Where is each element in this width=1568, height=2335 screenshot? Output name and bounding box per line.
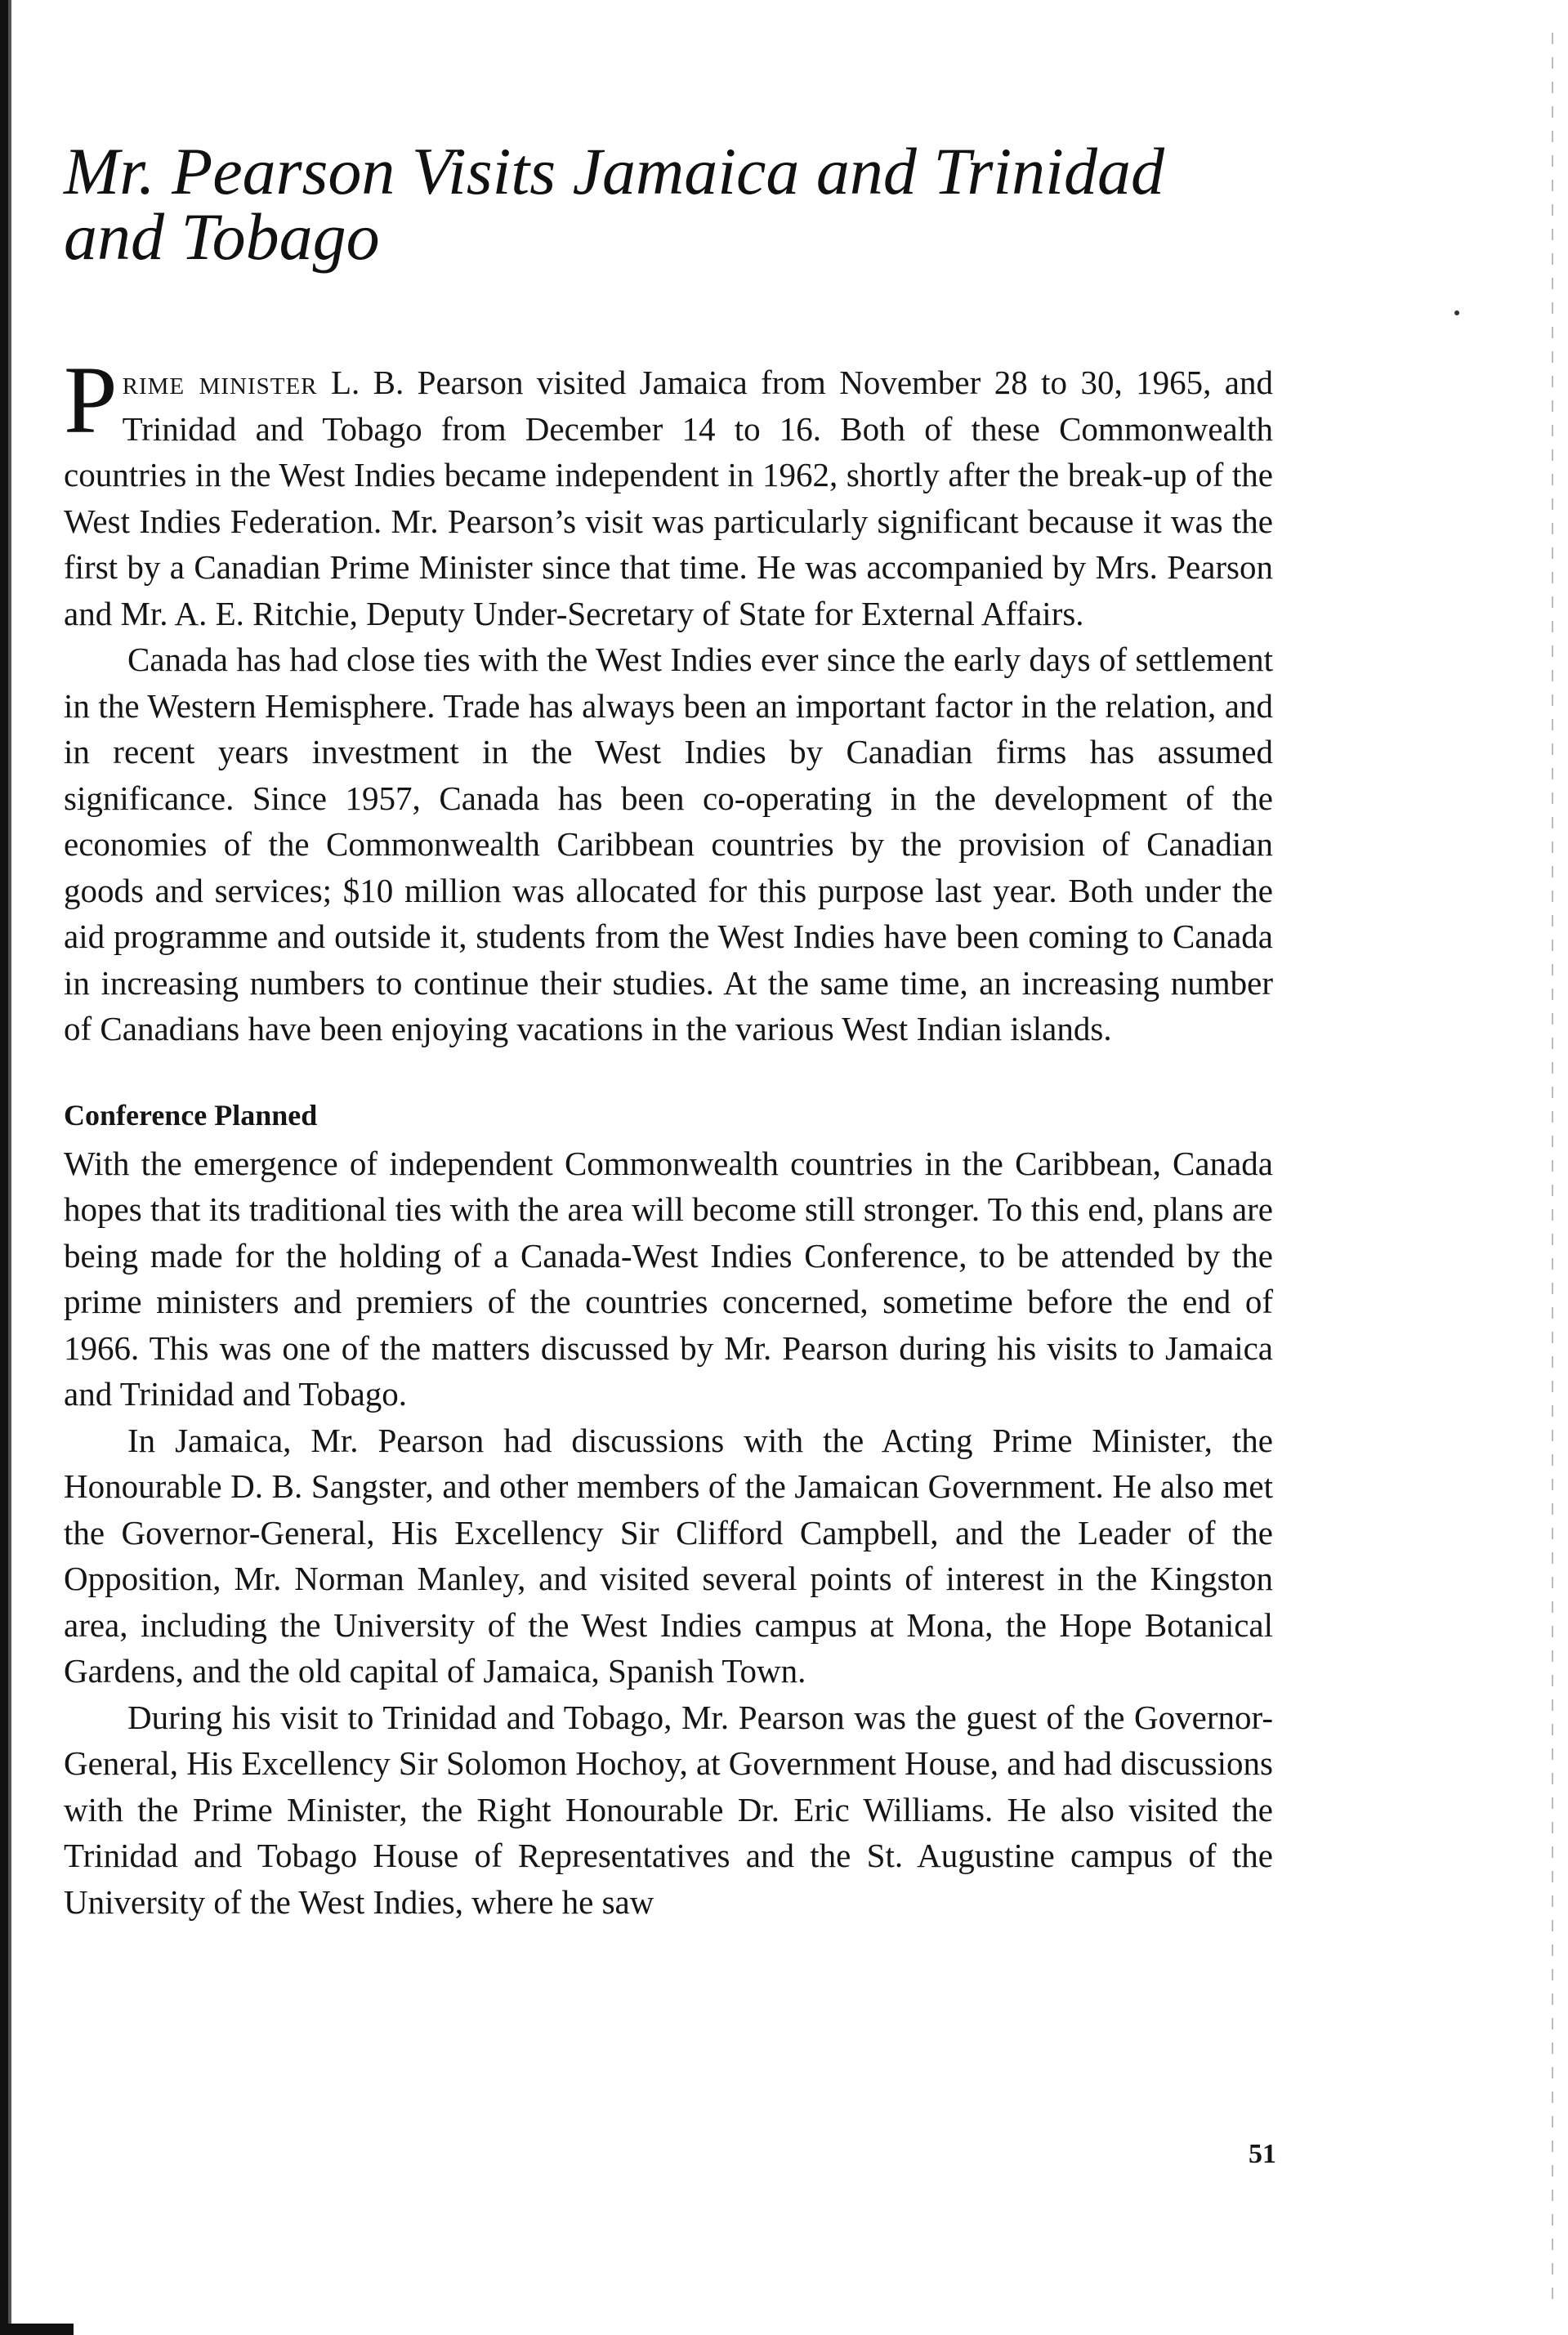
article-title: Mr. Pearson Visits Jamaica and Trinidad and Tobago [64, 134, 1164, 274]
paragraph-jamaica: In Jamaica, Mr. Pearson had discussions with the Acting Prime Minister, the Honourable D. B. Sangster, and other members of the Jamaican Government. He also met the Governor-General, His Excellency Sir Clifford Campbell, and the Leader of the Opposition, Mr. Norman Manley, and visited several points of interest in the Kingston area, including the University of the West Indies campus at Mona, the Hope Botanical Gardens, and the old capital of Jamaica, Spanish Town. [64, 1421, 1273, 1690]
intro-paragraph [64, 346, 1273, 636]
scan-edge-bottom [0, 2324, 74, 2335]
paragraph-conference: With the emergence of independent Commonwealth countries in the Caribbean, Canada hopes that its traditional ties with the area will become still stronger. To this end, plans are being made for the holding of a Canada-West Indies Conference, to be attended by the prime ministers and premiers of the countries concerned, sometime before the end of 1966. This was one of the matters discussed by Mr. Pearson during his visits to Jamaica and Trinidad and Tobago. [64, 1144, 1273, 1413]
scan-speck [1454, 310, 1459, 315]
scan-edge-left [0, 0, 8, 2335]
paragraph-trinidad: During his visit to Trinidad and Tobago, Mr. Pearson was the guest of the Governor-General, His Excellency Sir Solomon Hochoy, at Government House, and had discussions with the Prime Minister, the Right Honourable Dr. Eric Williams. He also visited the Trinidad and Tobago House of Representatives and the St. Augustine campus of the University of the West Indies, where he saw [64, 1698, 1273, 1921]
section-heading: Conference Planned [64, 1098, 318, 1132]
drop-cap: P [64, 346, 118, 453]
article-page [64, 134, 1273, 1925]
scan-edge-right [1552, 33, 1553, 2304]
intro-text: L. B. Pearson visited Jamaica from November 28 to 30, 1965, and Trinidad and Tobago from December 14 to 16. Both of these Commonwealth countries in the West Indies became independent in 1962, shortly after the break-up of the West Indies Federation. Mr. Pearson’s visit was particularly significant because it was the first by a Canadian Prime Minister since that time. He was accompanied by Mrs. Pearson and Mr. A. E. Ritchie, Deputy Under-Secretary of State for External Affairs. [64, 364, 1273, 632]
scan-edge-shadow [8, 0, 11, 2335]
page-number: 51 [1249, 2139, 1276, 2169]
intro-smallcaps: rime minister [122, 364, 318, 401]
paragraph-trade-ties: Canada has had close ties with the West Indies ever since the early days of settlement in the Western Hemisphere. Trade has always been an important factor in the relation, and in recent years investment in the West Indies by Canadian firms has assumed significance. Since 1957, Canada has been co-operating in the development of the economies of the Commonwealth Caribbean countries by the provision of Canadian goods and services; $10 million was allocated for this purpose last year. Both under the aid programme and outside it, students from the West Indies have been coming to Canada in increasing numbers to continue their studies. At the same time, an increasing number of Canadians have been enjoying vacations in the various West Indian islands. [64, 641, 1273, 1047]
